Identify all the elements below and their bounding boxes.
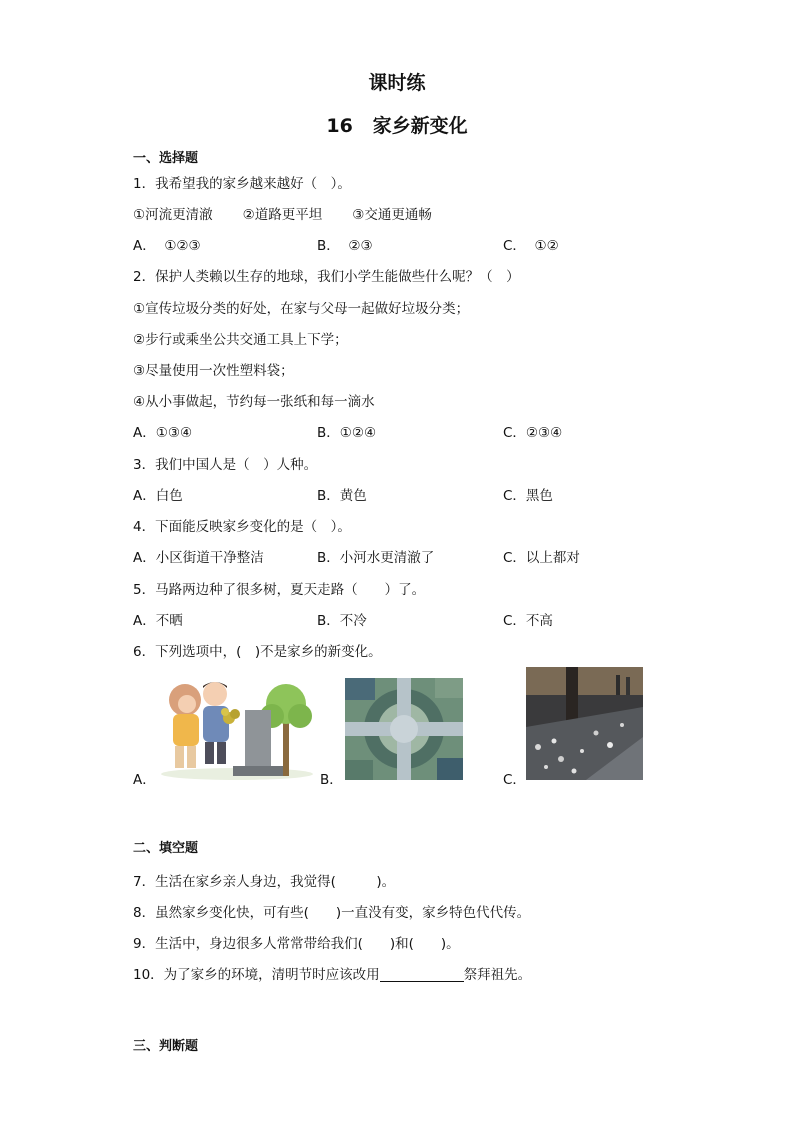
q10-after: 祭拜祖先。 — [463, 967, 532, 983]
q1-option-b[interactable]: B． ②③ — [317, 238, 373, 254]
q6-picture-a[interactable] — [157, 674, 315, 780]
lesson-title: 16 家乡新变化 — [326, 115, 468, 137]
q2-option-a[interactable]: A．①③④ — [133, 425, 193, 441]
q10-answer-blank[interactable] — [380, 967, 464, 982]
q1-item-2: ②道路更平坦 — [242, 207, 323, 223]
q2-item-3: ③尽量使用一次性塑料袋； — [133, 363, 294, 379]
q3-option-a[interactable]: A．白色 — [133, 488, 183, 504]
q3-option-c[interactable]: C．黑色 — [503, 488, 553, 504]
q2-item-1: ①宣传垃圾分类的好处，在家与父母一起做好垃圾分类； — [133, 301, 470, 317]
q4-option-a[interactable]: A．小区街道干净整洁 — [133, 550, 264, 566]
section-fill-heading: 二、填空题 — [133, 841, 199, 856]
q5-stem: 5．马路两边种了很多树，夏天走路（ ）了。 — [133, 582, 426, 598]
q5-option-c[interactable]: C．不高 — [503, 613, 553, 629]
q6-picture-c[interactable] — [526, 667, 643, 780]
q1-item-3: ③交通更通畅 — [352, 207, 432, 223]
q6-stem: 6．下列选项中，( )不是家乡的新变化。 — [133, 644, 382, 660]
q10 — [133, 963, 531, 983]
q6-option-a[interactable]: A． — [133, 772, 156, 788]
section-judge-heading: 三、判断题 — [133, 1039, 199, 1054]
interchange-aerial-photo — [345, 678, 463, 780]
q1-item-1: ①河流更清澈 — [133, 207, 213, 223]
q1-stem: 1．我希望我的家乡越来越好（ ）。 — [133, 176, 351, 192]
q2-item-4: ④从小事做起，节约每一张纸和每一滴水 — [133, 394, 375, 410]
section-choice-heading: 一、选择题 — [133, 151, 199, 166]
q4-option-b[interactable]: B．小河水更清澈了 — [317, 550, 435, 566]
q1-option-c[interactable]: C． ①② — [503, 238, 559, 254]
tomb-sweeping-illustration — [157, 674, 315, 780]
q2-item-2: ②步行或乘坐公共交通工具上下学； — [133, 332, 348, 348]
q6-option-c[interactable]: C． — [503, 772, 526, 788]
q10-before: 10．为了家乡的环境，清明节时应该改用 — [133, 967, 380, 983]
q5-option-b[interactable]: B．不冷 — [317, 613, 367, 629]
q5-option-a[interactable]: A．不晒 — [133, 613, 183, 629]
q1-items — [133, 203, 432, 223]
q4-stem: 4．下面能反映家乡变化的是（ ）。 — [133, 519, 351, 535]
q2-option-b[interactable]: B．①②④ — [317, 425, 377, 441]
q9: 9．生活中，身边很多人常常带给我们( )和( )。 — [133, 936, 460, 952]
page-title: 课时练 — [368, 72, 426, 94]
q6-picture-b[interactable] — [345, 678, 463, 780]
q3-option-b[interactable]: B．黄色 — [317, 488, 367, 504]
q2-option-c[interactable]: C．②③④ — [503, 425, 563, 441]
q2-stem: 2．保护人类赖以生存的地球，我们小学生能做些什么呢？（ ） — [133, 269, 520, 285]
q3-stem: 3．我们中国人是（ ）人种。 — [133, 457, 318, 473]
q7: 7．生活在家乡亲人身边，我觉得( )。 — [133, 874, 396, 890]
littered-street-photo — [526, 667, 643, 780]
q1-option-a[interactable]: A． ①②③ — [133, 238, 201, 254]
q6-option-b[interactable]: B． — [320, 772, 343, 788]
q4-option-c[interactable]: C．以上都对 — [503, 550, 580, 566]
q8: 8．虽然家乡变化快，可有些( )一直没有变，家乡特色代代传。 — [133, 905, 531, 921]
